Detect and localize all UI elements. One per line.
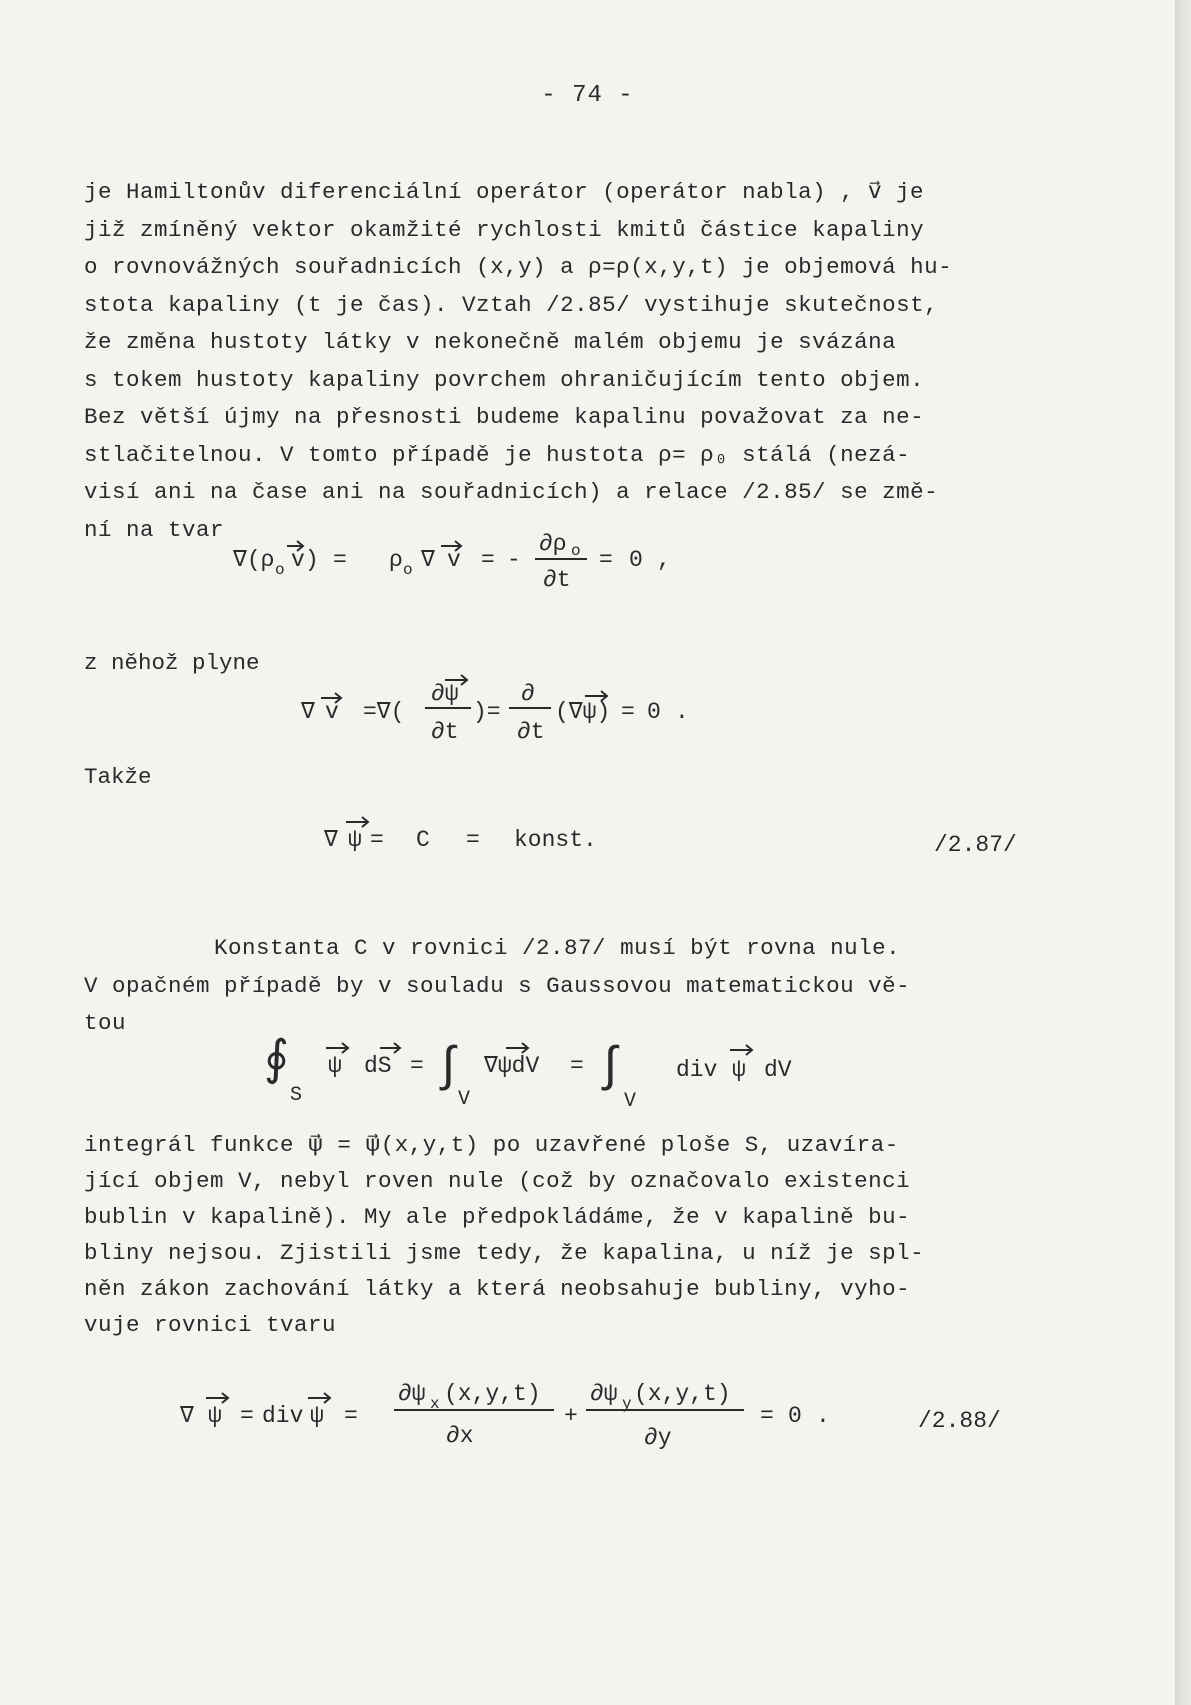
svg-text:=∇(: =∇( [363, 699, 405, 725]
svg-text:=: = [466, 827, 480, 853]
equation-2 [295, 666, 755, 758]
svg-text:∫: ∫ [434, 1041, 463, 1095]
svg-text:=: = [410, 1053, 424, 1079]
svg-text:∇: ∇ [324, 827, 338, 853]
svg-text:-: - [507, 547, 521, 573]
svg-text:C: C [416, 827, 430, 853]
text-line: něn zákon zachování látky a která neobsahuje bubliny, vyho- [84, 1276, 911, 1302]
equation-1 [225, 528, 705, 598]
svg-text:): ) [305, 547, 319, 573]
svg-text:=: = [344, 1403, 358, 1429]
svg-text:div: div [262, 1403, 304, 1429]
label-takze: Takže [84, 764, 152, 790]
svg-text:∇ψdV: ∇ψdV [484, 1053, 540, 1079]
svg-text:=: = [570, 1053, 584, 1079]
svg-text:∂y: ∂y [644, 1425, 672, 1451]
svg-text:V: V [624, 1090, 637, 1113]
paragraph-1 [84, 174, 1044, 549]
text-line: jící objem V, nebyl roven nule (což by označovalo existenci [84, 1168, 911, 1194]
svg-text:=: = [599, 547, 613, 573]
svg-text:0: 0 [647, 699, 661, 725]
equation-5 [176, 1370, 876, 1470]
svg-text:S: S [290, 1084, 303, 1107]
text-line: o rovnovážných souřadnicích (x,y) a ρ=ρ(x,y,t) je objemová hu- [84, 254, 953, 280]
svg-text:0: 0 [788, 1403, 802, 1429]
equation-5-number: /2.88/ [918, 1408, 1001, 1434]
svg-text:v: v [325, 699, 339, 725]
page-number: - 74 - [541, 82, 634, 109]
svg-text:=: = [760, 1403, 774, 1429]
svg-text:∂t: ∂t [543, 567, 571, 593]
svg-text:ψ: ψ [208, 1403, 222, 1429]
svg-text:)=: )= [473, 699, 501, 725]
svg-text:∮: ∮ [264, 1035, 290, 1089]
paragraph-3 [84, 1127, 1044, 1343]
svg-text:ψ: ψ [310, 1403, 324, 1429]
text-line: visí ani na čase ani na souřadnicích) a relace /2.85/ se změ- [84, 479, 939, 505]
svg-text:0: 0 [629, 547, 643, 573]
svg-text:∂ψ: ∂ψ [398, 1381, 426, 1407]
svg-text:o: o [275, 561, 285, 579]
svg-text:x: x [430, 1395, 440, 1413]
svg-text:div: div [676, 1057, 718, 1083]
text-line: vuje rovnici tvaru [84, 1312, 337, 1338]
equation-3-number: /2.87/ [934, 832, 1017, 858]
text-line: V opačném případě by v souladu s Gaussovou matematickou vě- [84, 972, 911, 999]
svg-text:o: o [403, 561, 413, 579]
label-z-nehoz: z něhož plyne [84, 650, 260, 676]
svg-text:=: = [333, 547, 347, 573]
svg-text:∫: ∫ [596, 1041, 625, 1095]
svg-text:∂t: ∂t [431, 719, 459, 745]
svg-text:y: y [622, 1395, 632, 1413]
svg-text:(x,y,t): (x,y,t) [444, 1381, 541, 1407]
svg-text:=: = [240, 1403, 254, 1429]
text-line: ní na tvar [84, 516, 225, 543]
svg-text:.: . [675, 699, 689, 725]
svg-text:v: v [447, 547, 461, 573]
svg-text:∇: ∇ [301, 699, 315, 725]
svg-text:dV: dV [764, 1057, 792, 1083]
equation-3 [320, 806, 620, 866]
text-line: Konstanta C v rovnici /2.87/ musí být rovna nule. [214, 935, 901, 961]
svg-text:∂ψ: ∂ψ [590, 1381, 618, 1407]
svg-text:∇(ρ: ∇(ρ [233, 547, 275, 573]
svg-text:∂ρ: ∂ρ [539, 531, 567, 557]
svg-text:∂x: ∂x [446, 1423, 474, 1449]
text-line: Bez větší újmy na přesnosti budeme kapalinu považovat za ne- [84, 404, 925, 430]
equation-4 [262, 1014, 822, 1114]
svg-text:v: v [291, 547, 305, 573]
svg-text:konst.: konst. [514, 827, 597, 853]
text-line: tou [84, 1010, 127, 1036]
text-line: s tokem hustoty kapaliny povrchem ohraničujícím tento objem. [84, 366, 925, 393]
text-line: již zmíněný vektor okamžité rychlosti kmitů částice kapaliny [84, 216, 925, 243]
svg-text:+: + [564, 1403, 578, 1429]
svg-text:∇: ∇ [180, 1403, 194, 1429]
text-line: je Hamiltonův diferenciální operátor (operátor nabla) , v⃗ je [84, 179, 924, 205]
svg-text:∇: ∇ [421, 547, 435, 573]
svg-text:dS: dS [364, 1053, 392, 1079]
svg-text:∂ψ: ∂ψ [431, 681, 459, 707]
text-line: integrál funkce ψ⃗ = ψ⃗(x,y,t) po uzavřené ploše S, uzavíra- [84, 1132, 899, 1158]
svg-text:ψ: ψ [732, 1057, 746, 1083]
svg-text:(x,y,t): (x,y,t) [634, 1381, 731, 1407]
page-edge [1175, 0, 1191, 1705]
svg-text:o: o [571, 542, 581, 560]
svg-text:V: V [458, 1088, 471, 1111]
svg-text:(∇ψ): (∇ψ) [555, 699, 611, 725]
svg-text:∂: ∂ [521, 681, 535, 707]
text-line: bublin v kapalině). My ale předpokládáme, že v kapalině bu- [84, 1204, 911, 1230]
text-line: stlačitelnou. V tomto případě je hustota ρ= ρ₀ stálá (nezá- [84, 441, 911, 468]
text-line: stota kapaliny (t je čas). Vztah /2.85/ vystihuje skutečnost, [84, 291, 939, 318]
svg-text:,: , [657, 547, 671, 573]
svg-text:ψ: ψ [348, 827, 362, 853]
svg-text:.: . [816, 1403, 830, 1429]
text-line: že změna hustoty látky v nekonečně malém objemu je svázána [84, 329, 897, 355]
svg-text:=: = [621, 699, 635, 725]
svg-text:∂t: ∂t [517, 719, 545, 745]
svg-text:ρ: ρ [389, 547, 403, 573]
svg-text:=: = [370, 827, 384, 853]
text-line: bliny nejsou. Zjistili jsme tedy, že kapalina, u níž je spl- [84, 1240, 925, 1266]
svg-text:=: = [481, 547, 495, 573]
svg-text:ψ: ψ [328, 1053, 342, 1079]
